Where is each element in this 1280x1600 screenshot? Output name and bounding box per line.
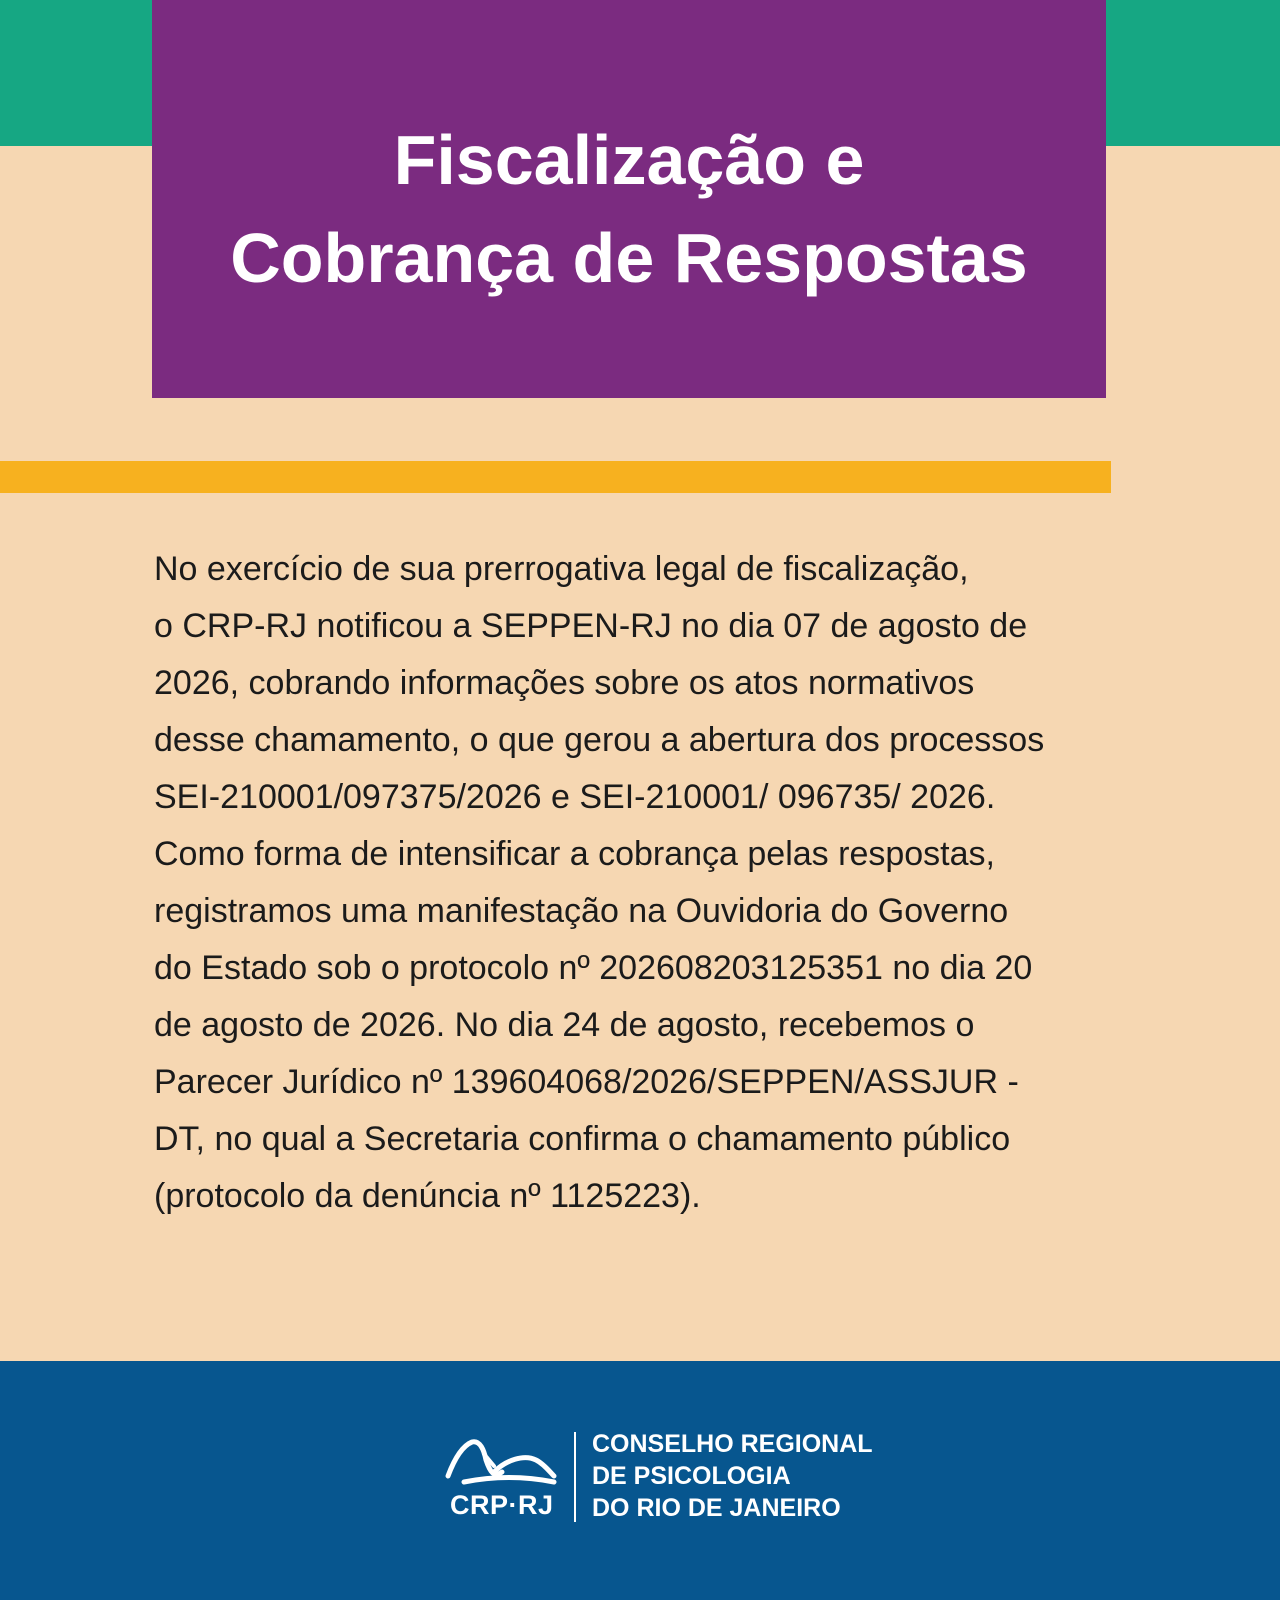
body-line: 2026, cobrando informações sobre os atos normativos bbox=[154, 664, 975, 702]
body-line: No exercício de sua prerrogativa legal de fiscalização, bbox=[154, 550, 969, 588]
organization-name-line: CONSELHO REGIONAL bbox=[592, 1430, 873, 1458]
body-line: Parecer Jurídico nº 139604068/2026/SEPPEN/ASSJUR - bbox=[154, 1063, 1019, 1101]
organization-name-line: DO RIO DE JANEIRO bbox=[592, 1494, 841, 1522]
body-line: DT, no qual a Secretaria confirma o chamamento público bbox=[154, 1120, 1011, 1158]
body-line: registramos uma manifestação na Ouvidoria do Governo bbox=[154, 892, 1009, 930]
title-line-1: Fiscalização e bbox=[393, 121, 865, 199]
body-line: o CRP-RJ notificou a SEPPEN-RJ no dia 07 de agosto de bbox=[154, 607, 1028, 645]
organization-name bbox=[592, 1428, 873, 1524]
body-line: (protocolo da denúncia nº 1125223). bbox=[154, 1177, 701, 1215]
organization-name-line: DE PSICOLOGIA bbox=[592, 1462, 791, 1490]
logo-divider bbox=[574, 1432, 576, 1522]
sugarloaf-mountain-icon bbox=[444, 1432, 560, 1488]
title-line-2: Cobrança de Respostas bbox=[230, 219, 1028, 297]
crp-rj-logo bbox=[444, 1428, 873, 1528]
title-panel bbox=[152, 0, 1106, 398]
body-line: desse chamamento, o que gerou a abertura dos processos bbox=[154, 721, 1045, 759]
yellow-divider-bar bbox=[0, 461, 1111, 493]
body-paragraph bbox=[154, 541, 1154, 1225]
body-line: SEI-210001/097375/2026 e SEI-210001/ 096735/ 2026. bbox=[154, 778, 996, 816]
logo-acronym: CRP·RJ bbox=[450, 1490, 554, 1520]
body-line: Como forma de intensificar a cobrança pelas respostas, bbox=[154, 835, 995, 873]
body-line: do Estado sob o protocolo nº 202608203125351 no dia 20 bbox=[154, 949, 1033, 987]
body-line: de agosto de 2026. No dia 24 de agosto, recebemos o bbox=[154, 1006, 975, 1044]
